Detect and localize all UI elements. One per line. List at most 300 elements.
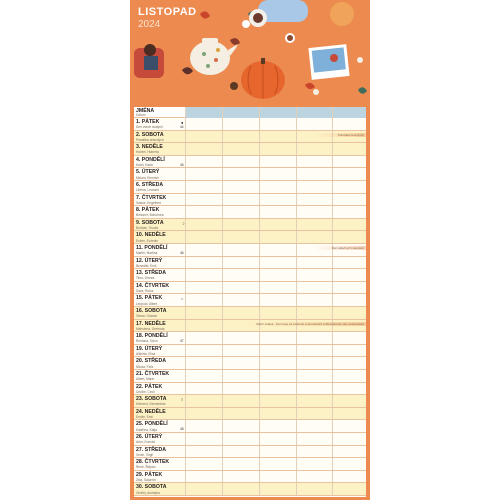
day-label: [136, 396, 166, 402]
entry-cell[interactable]: [332, 219, 333, 231]
day-row: [134, 458, 366, 471]
entry-cell[interactable]: [332, 408, 333, 420]
day-label: [136, 321, 166, 327]
entry-cell[interactable]: [259, 433, 260, 445]
day-name: ÚTERÝ: [141, 169, 160, 176]
entry-cell[interactable]: [185, 219, 186, 231]
holiday-note: Den válečných veteránů: [314, 246, 366, 250]
entry-cell[interactable]: [296, 282, 297, 294]
day-label: [136, 447, 166, 453]
entry-cell[interactable]: [222, 206, 223, 218]
nameday-label: Ondřej, Andrejka: [136, 490, 160, 495]
entry-cell[interactable]: [296, 131, 297, 143]
entry-cell[interactable]: [332, 118, 333, 130]
entry-cell[interactable]: [185, 143, 186, 155]
entry-cell[interactable]: [259, 383, 260, 395]
entry-cell[interactable]: [259, 244, 260, 256]
entry-cell[interactable]: [332, 181, 333, 193]
day-number: 24.: [136, 408, 144, 415]
entry-cell[interactable]: [296, 433, 297, 445]
entry-cell[interactable]: [296, 307, 297, 319]
entry-cell[interactable]: [185, 383, 186, 395]
header-column-divider: [259, 107, 260, 118]
day-row: [134, 433, 366, 446]
day-name: PÁTEK: [144, 471, 163, 478]
entry-cell[interactable]: [222, 383, 223, 395]
entry-cell[interactable]: [185, 131, 186, 143]
nameday-label: Xenie, Virgil: [136, 452, 153, 457]
entry-cell[interactable]: [332, 420, 333, 432]
holiday-note: Památka zesnulých: [314, 133, 366, 137]
entry-cell[interactable]: [259, 257, 260, 269]
day-row: [134, 408, 366, 421]
entry-cell[interactable]: [259, 370, 260, 382]
entry-cell[interactable]: [296, 143, 297, 155]
day-number: 19.: [136, 345, 144, 352]
entry-cell[interactable]: [222, 131, 223, 143]
entry-cell[interactable]: [259, 181, 260, 193]
day-name: SOBOTA: [141, 219, 164, 226]
entry-cell[interactable]: [259, 131, 260, 143]
entry-cell[interactable]: [222, 294, 223, 306]
nameday-label: René, Štěpán: [136, 465, 156, 470]
entry-cell[interactable]: [296, 294, 297, 306]
entry-cell[interactable]: [296, 269, 297, 281]
day-number: 21.: [136, 371, 144, 377]
entry-cell[interactable]: [332, 143, 333, 155]
header-column-divider: [332, 107, 333, 118]
day-number: 5.: [136, 169, 141, 176]
day-row: [134, 357, 366, 370]
day-row: [134, 118, 366, 131]
day-number: 20.: [136, 358, 144, 365]
day-row: [134, 181, 366, 194]
day-name: NEDĚLE: [144, 232, 166, 239]
entry-cell[interactable]: [185, 206, 186, 218]
entry-cell[interactable]: [222, 244, 223, 256]
day-row: [134, 231, 366, 244]
day-number: 7.: [136, 194, 141, 201]
day-label: [136, 371, 169, 377]
entry-cell[interactable]: [185, 181, 186, 193]
moon-phase-icon: ●: [181, 120, 184, 125]
entry-cell[interactable]: [222, 370, 223, 382]
entry-cell[interactable]: [332, 332, 333, 344]
nameday-label: Romana, Odon: [136, 339, 158, 344]
entry-cell[interactable]: [296, 483, 297, 495]
nameday-label: Emílie, Emil: [136, 414, 153, 419]
day-name: ÚTERÝ: [144, 345, 163, 352]
entry-cell[interactable]: [296, 168, 297, 180]
nameday-label: Bohdan, Teodor: [136, 225, 159, 230]
day-label: [136, 169, 159, 175]
entry-cell[interactable]: [222, 345, 223, 357]
entry-cell[interactable]: [222, 458, 223, 470]
entry-cell[interactable]: [296, 118, 297, 130]
day-name: SOBOTA: [141, 131, 164, 138]
entry-cell[interactable]: [185, 446, 186, 458]
day-row: [134, 244, 366, 257]
day-label: [136, 119, 159, 125]
entry-cell[interactable]: [259, 446, 260, 458]
entry-cell[interactable]: [332, 471, 333, 483]
nameday-label: Martin, Martina: [136, 251, 158, 256]
holiday-note: Státní svátek - Den boje za svobodu a demokracii a Mezinárodní den studentstva: [244, 322, 366, 326]
entry-cell[interactable]: [222, 332, 223, 344]
entry-cell[interactable]: [332, 156, 333, 168]
entry-cell[interactable]: [185, 244, 186, 256]
entry-cell[interactable]: [332, 357, 333, 369]
day-row: [134, 370, 366, 383]
day-number: 6.: [136, 182, 141, 188]
entry-cell[interactable]: [296, 345, 297, 357]
entry-cell[interactable]: [332, 345, 333, 357]
entry-cell[interactable]: [296, 395, 297, 407]
entry-cell[interactable]: [222, 446, 223, 458]
nameday-label: Bohumír, Bohumíra: [136, 213, 164, 218]
nameday-label: Kateřina, Katja: [136, 427, 157, 432]
nameday-label: Hubert, Huberta: [136, 150, 159, 155]
nameday-label: Miriam, Emerich: [136, 175, 160, 180]
entry-cell[interactable]: [296, 383, 297, 395]
entry-cell[interactable]: [259, 307, 260, 319]
entry-cell[interactable]: [222, 307, 223, 319]
nameday-label: Klement, Klementina: [136, 402, 166, 407]
day-row: [134, 320, 366, 333]
entry-cell[interactable]: [259, 168, 260, 180]
entry-cell[interactable]: [222, 257, 223, 269]
entry-cell[interactable]: [259, 294, 260, 306]
nameday-label: Tibor, Tereza: [136, 276, 155, 281]
entry-cell[interactable]: [259, 420, 260, 432]
names-column-header: JMÉNA: [136, 107, 155, 114]
entry-cell[interactable]: [332, 446, 333, 458]
entry-cell[interactable]: [222, 471, 223, 483]
entry-cell[interactable]: [222, 420, 223, 432]
entry-cell[interactable]: [222, 231, 223, 243]
day-name: PONDĚLÍ: [141, 156, 165, 163]
nameday-label: Albert, Marie: [136, 377, 155, 382]
day-number: 1.: [136, 119, 141, 125]
entry-cell[interactable]: [332, 433, 333, 445]
day-number: 12.: [136, 257, 144, 264]
entry-cell[interactable]: [332, 307, 333, 319]
day-number: 11.: [136, 245, 143, 251]
day-name: ÚTERÝ: [144, 434, 163, 440]
entry-cell[interactable]: [222, 118, 223, 130]
week-number: 44: [180, 125, 184, 129]
entry-cell[interactable]: [332, 383, 333, 395]
day-row: [134, 269, 366, 282]
day-row: [134, 395, 366, 408]
day-number: 16.: [136, 308, 144, 314]
day-label: [136, 220, 164, 226]
entry-cell[interactable]: [296, 357, 297, 369]
entry-cell[interactable]: [185, 408, 186, 420]
day-name: STŘEDA: [144, 358, 166, 365]
day-row: [134, 420, 366, 433]
day-number: 28.: [136, 459, 144, 466]
day-label: [136, 472, 162, 478]
week-number: 48: [180, 427, 184, 432]
day-label: [136, 346, 162, 352]
day-number: 23.: [136, 396, 144, 403]
day-name: SOBOTA: [144, 484, 167, 491]
day-number: 2.: [136, 131, 141, 138]
day-number: 10.: [136, 232, 144, 239]
day-label: [136, 421, 168, 427]
day-number: 3.: [136, 144, 141, 151]
week-number: 45: [180, 162, 184, 167]
day-row: [134, 168, 366, 181]
entry-cell[interactable]: [222, 181, 223, 193]
header-column-divider: [185, 107, 186, 118]
entry-cell[interactable]: [296, 471, 297, 483]
member-header-band: [185, 107, 366, 118]
entry-cell[interactable]: [259, 332, 260, 344]
entry-cell[interactable]: [296, 156, 297, 168]
nameday-label: Liběna, Leonard: [136, 188, 160, 193]
day-label: [136, 144, 163, 150]
entry-cell[interactable]: [185, 395, 186, 407]
leaf-icon: [200, 11, 210, 18]
day-row: [134, 194, 366, 207]
entry-cell[interactable]: [185, 458, 186, 470]
entry-cell[interactable]: [222, 320, 223, 332]
day-name: ÚTERÝ: [144, 257, 163, 264]
day-number: 25.: [136, 421, 144, 428]
day-row: [134, 143, 366, 156]
entry-cell[interactable]: [332, 282, 333, 294]
entry-cell[interactable]: [332, 257, 333, 269]
entry-cell[interactable]: [185, 433, 186, 445]
entry-cell[interactable]: [222, 433, 223, 445]
nameday-label: Leopold, Albert: [136, 301, 158, 306]
entry-cell[interactable]: [185, 168, 186, 180]
entry-cell[interactable]: [222, 156, 223, 168]
entry-cell[interactable]: [185, 257, 186, 269]
day-row: [134, 307, 366, 320]
day-row: [134, 219, 366, 232]
nameday-label: Památka zesnulých: [136, 137, 164, 142]
day-name: PÁTEK: [144, 295, 163, 302]
entry-cell[interactable]: [259, 282, 260, 294]
entry-cell[interactable]: [185, 420, 186, 432]
date-column-subheader: Datum: [136, 113, 146, 117]
entry-cell[interactable]: [332, 483, 333, 495]
entry-cell[interactable]: [332, 206, 333, 218]
entry-cell[interactable]: [296, 231, 297, 243]
day-label: [136, 295, 162, 301]
day-name: PÁTEK: [141, 119, 160, 125]
day-number: 9.: [136, 219, 141, 226]
entry-cell[interactable]: [185, 269, 186, 281]
day-number: 8.: [136, 207, 141, 214]
entry-cell[interactable]: [185, 320, 186, 332]
entry-cell[interactable]: [222, 143, 223, 155]
day-name: PÁTEK: [144, 383, 163, 390]
day-number: 4.: [136, 156, 141, 163]
day-row: [134, 483, 366, 496]
entry-cell[interactable]: [296, 446, 297, 458]
moon-phase-icon: ☾: [181, 397, 185, 403]
entry-cell[interactable]: [185, 307, 186, 319]
entry-cell[interactable]: [222, 282, 223, 294]
day-label: [136, 258, 162, 264]
day-name: SOBOTA: [144, 396, 167, 403]
entry-cell[interactable]: [259, 458, 260, 470]
day-label: [136, 434, 162, 440]
entry-cell[interactable]: [296, 257, 297, 269]
day-number: 15.: [136, 295, 144, 302]
entry-cell[interactable]: [222, 483, 223, 495]
entry-cell[interactable]: [222, 168, 223, 180]
entry-cell[interactable]: [332, 395, 333, 407]
day-name: ČTVRTEK: [141, 194, 167, 201]
day-label: [136, 207, 159, 213]
entry-cell[interactable]: [185, 471, 186, 483]
nameday-label: Saskie, Engelbert: [136, 200, 161, 205]
moon-phase-icon: ☽: [181, 220, 185, 226]
entry-cell[interactable]: [222, 219, 223, 231]
day-name: ČTVRTEK: [144, 282, 170, 289]
day-number: 27.: [136, 446, 144, 453]
nameday-label: Alžběta, Elisa: [136, 351, 156, 356]
day-number: 26.: [136, 434, 144, 440]
entry-cell[interactable]: [332, 370, 333, 382]
entry-cell[interactable]: [259, 118, 260, 130]
day-name: PÁTEK: [141, 207, 160, 214]
day-row: [134, 345, 366, 358]
entry-cell[interactable]: [259, 345, 260, 357]
entry-cell[interactable]: [259, 143, 260, 155]
day-label: [136, 245, 167, 251]
entry-cell[interactable]: [296, 206, 297, 218]
entry-cell[interactable]: [332, 194, 333, 206]
entry-cell[interactable]: [185, 194, 186, 206]
entry-cell[interactable]: [259, 395, 260, 407]
entry-cell[interactable]: [259, 219, 260, 231]
calendar-grid: [134, 107, 366, 497]
nameday-label: Cecílie, Cecil: [136, 389, 155, 394]
entry-cell[interactable]: [222, 194, 223, 206]
entry-cell[interactable]: [185, 345, 186, 357]
day-number: 17.: [136, 320, 144, 327]
day-label: [136, 195, 166, 201]
day-label: [136, 232, 166, 238]
day-name: PONDĚLÍ: [144, 333, 168, 340]
day-name: ČTVRTEK: [144, 459, 170, 466]
entry-cell[interactable]: [259, 483, 260, 495]
entry-cell[interactable]: [185, 282, 186, 294]
entry-cell[interactable]: [296, 332, 297, 344]
day-number: 13.: [136, 270, 144, 277]
entry-cell[interactable]: [332, 294, 333, 306]
entry-cell[interactable]: [296, 219, 297, 231]
day-row: [134, 383, 366, 396]
nameday-label: Den všech svatých: [136, 125, 163, 130]
calendar-page: [130, 0, 370, 500]
entry-cell[interactable]: [259, 269, 260, 281]
entry-cell[interactable]: [332, 269, 333, 281]
entry-cell[interactable]: [332, 458, 333, 470]
entry-cell[interactable]: [222, 269, 223, 281]
entry-cell[interactable]: [185, 332, 186, 344]
day-number: 29.: [136, 471, 144, 478]
entry-cell[interactable]: [296, 244, 297, 256]
entry-cell[interactable]: [259, 156, 260, 168]
entry-cell[interactable]: [185, 357, 186, 369]
nameday-label: Nikola, Felix: [136, 364, 154, 369]
day-label: [136, 384, 162, 390]
nameday-label: Otmar, Otomar: [136, 314, 158, 319]
entry-cell[interactable]: [222, 408, 223, 420]
entry-cell[interactable]: [332, 168, 333, 180]
day-name: NEDĚLE: [144, 320, 166, 327]
day-row: [134, 282, 366, 295]
entry-cell[interactable]: [259, 206, 260, 218]
entry-cell[interactable]: [185, 294, 186, 306]
entry-cell[interactable]: [296, 408, 297, 420]
entry-cell[interactable]: [185, 370, 186, 382]
entry-cell[interactable]: [259, 357, 260, 369]
header-column-divider: [296, 107, 297, 118]
entry-cell[interactable]: [185, 231, 186, 243]
entry-cell[interactable]: [222, 357, 223, 369]
entry-cell[interactable]: [259, 194, 260, 206]
nameday-label: Benedikt, Emil: [136, 263, 157, 268]
day-label: [136, 157, 165, 163]
entry-cell[interactable]: [185, 118, 186, 130]
day-name: NEDĚLE: [144, 408, 166, 415]
entry-cell[interactable]: [296, 181, 297, 193]
month-title: LISTOPAD: [138, 6, 197, 18]
nameday-label: Evžen, Evženie: [136, 238, 158, 243]
moon-phase-icon: ○: [181, 296, 184, 302]
day-number: 30.: [136, 484, 144, 491]
day-label: [136, 308, 166, 314]
entry-cell[interactable]: [296, 370, 297, 382]
entry-cell[interactable]: [332, 231, 333, 243]
entry-cell[interactable]: [259, 408, 260, 420]
nameday-label: Artur, Konrád: [136, 440, 155, 445]
day-label: [136, 358, 166, 364]
day-row: [134, 131, 366, 144]
entry-cell[interactable]: [222, 395, 223, 407]
week-number: 46: [180, 251, 184, 255]
entry-cell[interactable]: [259, 471, 260, 483]
day-name: STŘEDA: [144, 446, 166, 453]
day-name: NEDĚLE: [141, 144, 163, 151]
day-row: [134, 446, 366, 459]
entry-cell[interactable]: [296, 420, 297, 432]
nameday-label: Sáva, Rufus: [136, 288, 154, 293]
day-name: STŘEDA: [144, 270, 166, 277]
entry-cell[interactable]: [185, 156, 186, 168]
day-label: [136, 484, 166, 490]
entry-cell[interactable]: [296, 194, 297, 206]
day-name: SOBOTA: [144, 308, 167, 314]
entry-cell[interactable]: [296, 458, 297, 470]
day-number: 18.: [136, 333, 144, 340]
day-label: [136, 333, 168, 339]
day-row: [134, 332, 366, 345]
entry-cell[interactable]: [259, 231, 260, 243]
day-label: [136, 132, 164, 138]
calendar-header: [130, 0, 370, 106]
entry-cell[interactable]: [185, 483, 186, 495]
day-name: STŘEDA: [141, 182, 164, 188]
